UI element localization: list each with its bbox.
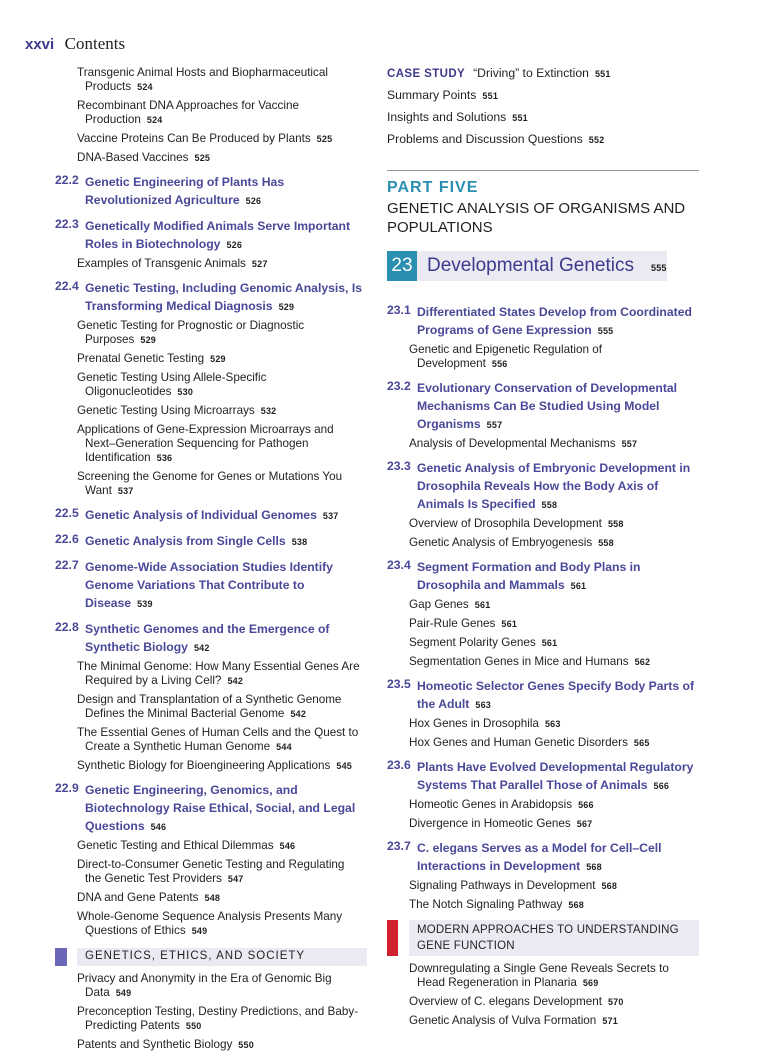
subsection-page: 545 bbox=[336, 761, 353, 771]
subsection-entry[interactable] bbox=[55, 257, 367, 271]
section-entry[interactable] bbox=[387, 459, 699, 513]
subsection-title: Genetic Testing Using Allele-Specific Oligonucleotides bbox=[77, 371, 267, 398]
section-entry[interactable] bbox=[387, 677, 699, 713]
feature-entry-title: Patents and Synthetic Biology bbox=[77, 1038, 233, 1051]
subsection-page: 561 bbox=[474, 600, 491, 610]
modern-approaches-title: MODERN APPROACHES TO UNDERSTANDING GENE FUNCTION bbox=[409, 920, 699, 956]
subsection-page: 536 bbox=[156, 453, 173, 463]
left-column bbox=[55, 66, 367, 1057]
subsection-page: 525 bbox=[316, 134, 333, 144]
section-title: Genetic Analysis from Single Cells bbox=[85, 534, 286, 548]
subsection-page: 524 bbox=[137, 82, 153, 92]
feature-entry-title: Downregulating a Single Gene Reveals Secrets to Head Regeneration in Planaria bbox=[409, 962, 669, 989]
subsection-title: Overview of Drosophila Development bbox=[409, 517, 602, 530]
subsection-page: 568 bbox=[601, 881, 618, 891]
section-number: 22.2 bbox=[55, 173, 79, 187]
section-page: 526 bbox=[245, 196, 262, 206]
subsection-entry[interactable] bbox=[55, 352, 367, 366]
section-entry[interactable] bbox=[55, 781, 367, 835]
subsection-title: Segment Polarity Genes bbox=[409, 636, 536, 649]
subsection-page: 549 bbox=[191, 926, 208, 936]
section-title: Synthetic Genomes and the Emergence of Synthetic Biology bbox=[85, 622, 330, 654]
subsection-page: 537 bbox=[117, 486, 134, 496]
end-matter-entry[interactable] bbox=[387, 110, 699, 126]
subsection-title: DNA-Based Vaccines bbox=[77, 151, 189, 164]
subsection-entry[interactable] bbox=[387, 598, 699, 612]
section-entry[interactable] bbox=[387, 558, 699, 594]
section-title: C. elegans Serves as a Model for Cell–Cell Interactions in Development bbox=[417, 841, 662, 873]
subsection-page: 544 bbox=[276, 742, 292, 752]
subsection-entry[interactable] bbox=[387, 798, 699, 812]
case-study-entry[interactable] bbox=[387, 66, 699, 82]
subsection-entry[interactable] bbox=[387, 717, 699, 731]
section-title: Genome-Wide Association Studies Identify Genome Variations That Contribute to Disease bbox=[85, 560, 333, 610]
case-study-title: “Driving” to Extinction bbox=[473, 66, 589, 80]
end-matter-entry[interactable] bbox=[387, 132, 699, 148]
end-matter-entry[interactable] bbox=[387, 88, 699, 104]
section-number: 22.8 bbox=[55, 620, 79, 634]
subsection-entry[interactable] bbox=[387, 343, 699, 371]
section-number: 23.3 bbox=[387, 459, 411, 473]
subsection-page: 562 bbox=[634, 657, 651, 667]
subsection-page: 556 bbox=[491, 359, 508, 369]
end-matter-title: Problems and Discussion Questions bbox=[387, 132, 583, 146]
subsection-page: 530 bbox=[177, 387, 194, 397]
subsection-page: 561 bbox=[501, 619, 518, 629]
subsection-title: Genetic and Epigenetic Regulation of Development bbox=[409, 343, 602, 370]
subsection-page: 567 bbox=[576, 819, 593, 829]
subsection-entry[interactable] bbox=[55, 858, 367, 886]
subsection-entry[interactable] bbox=[55, 132, 367, 146]
subsection-page: 532 bbox=[260, 406, 277, 416]
feature-box-marker bbox=[55, 948, 67, 966]
chapter-23-entries bbox=[387, 303, 699, 1028]
section-page: 568 bbox=[586, 862, 602, 872]
feature-box-heading bbox=[55, 948, 367, 966]
subsection-title: The Notch Signaling Pathway bbox=[409, 898, 563, 911]
section-page: 563 bbox=[475, 700, 491, 710]
subsection-title: The Minimal Genome: How Many Essential Genes Are Required by a Living Cell? bbox=[77, 660, 360, 687]
section-entry[interactable] bbox=[387, 758, 699, 794]
feature-entry-page: 571 bbox=[602, 1016, 618, 1026]
subsection-title: Recombinant DNA Approaches for Vaccine Production bbox=[77, 99, 299, 126]
subsection-entry[interactable] bbox=[387, 517, 699, 531]
subsection-title: Applications of Gene-Expression Microarrays and Next–Generation Sequencing for Pathogen Identification bbox=[77, 423, 334, 464]
feature-box-entry[interactable] bbox=[55, 972, 367, 1000]
subsection-title: Transgenic Animal Hosts and Biopharmaceutical Products bbox=[77, 66, 328, 93]
section-title: Evolutionary Conservation of Developmental Mechanisms Can Be Studied Using Model Organisms bbox=[417, 381, 678, 431]
section-page: 526 bbox=[226, 240, 243, 250]
subsection-title: Direct-to-Consumer Genetic Testing and Regulating the Genetic Test Providers bbox=[77, 858, 345, 885]
subsection-entry[interactable] bbox=[55, 319, 367, 347]
subsection-entry[interactable] bbox=[387, 898, 699, 912]
feature-box-entry[interactable] bbox=[55, 1038, 367, 1052]
section-page: 537 bbox=[322, 511, 339, 521]
subsection-entry[interactable] bbox=[387, 736, 699, 750]
feature-box-entry[interactable] bbox=[387, 962, 699, 990]
subsection-entry[interactable] bbox=[55, 660, 367, 688]
section-title: Plants Have Evolved Developmental Regulatory Systems That Parallel Those of Animals bbox=[417, 760, 694, 792]
subsection-title: Divergence in Homeotic Genes bbox=[409, 817, 571, 830]
subsection-title: Genetic Testing for Prognostic or Diagnostic Purposes bbox=[77, 319, 305, 346]
section-number: 23.5 bbox=[387, 677, 411, 691]
right-column bbox=[387, 66, 699, 1033]
subsection-entry[interactable] bbox=[55, 693, 367, 721]
subsection-entry[interactable] bbox=[387, 817, 699, 831]
part-title: GENETIC ANALYSIS OF ORGANISMS AND POPULATIONS bbox=[387, 200, 686, 236]
subsection-page: 558 bbox=[607, 519, 624, 529]
section-entry[interactable] bbox=[55, 279, 367, 315]
feature-entry-page: 570 bbox=[607, 997, 624, 1007]
subsection-title: Genetic Testing Using Microarrays bbox=[77, 404, 255, 417]
section-page: 546 bbox=[150, 822, 167, 832]
subsection-title: Homeotic Genes in Arabidopsis bbox=[409, 798, 573, 811]
section-entry[interactable] bbox=[55, 173, 367, 209]
end-matter-page: 552 bbox=[588, 135, 605, 145]
section-entry[interactable] bbox=[55, 620, 367, 656]
section-number: 23.2 bbox=[387, 379, 411, 393]
subsection-entry[interactable] bbox=[387, 437, 699, 451]
subsection-page: 565 bbox=[633, 738, 650, 748]
subsection-page: 527 bbox=[251, 259, 268, 269]
section-title: Segment Formation and Body Plans in Drosophila and Mammals bbox=[417, 560, 641, 592]
subsection-entry[interactable] bbox=[387, 879, 699, 893]
section-number: 23.4 bbox=[387, 558, 411, 572]
subsection-page: 563 bbox=[544, 719, 561, 729]
end-matter-title: Summary Points bbox=[387, 88, 477, 102]
section-title: Genetic Engineering of Plants Has Revolutionized Agriculture bbox=[85, 175, 285, 207]
section-number: 22.3 bbox=[55, 217, 79, 231]
subsection-title: The Essential Genes of Human Cells and the Quest to Create a Synthetic Human Genome bbox=[77, 726, 359, 753]
section-page: 558 bbox=[541, 500, 558, 510]
subsection-entry[interactable] bbox=[55, 404, 367, 418]
subsection-page: 542 bbox=[227, 676, 244, 686]
section-title: Homeotic Selector Genes Specify Body Parts of the Adult bbox=[417, 679, 695, 711]
section-number: 23.1 bbox=[387, 303, 411, 317]
section-page: 542 bbox=[193, 643, 210, 653]
chapter-page: 555 bbox=[651, 263, 667, 273]
subsection-entry[interactable] bbox=[387, 617, 699, 631]
subsection-title: Prenatal Genetic Testing bbox=[77, 352, 205, 365]
subsection-title: Design and Transplantation of a Synthetic Genome Defines the Minimal Bacterial Genome bbox=[77, 693, 342, 720]
subsection-page: 548 bbox=[204, 893, 221, 903]
subsection-title: DNA and Gene Patents bbox=[77, 891, 199, 904]
subsection-title: Vaccine Proteins Can Be Produced by Plants bbox=[77, 132, 311, 145]
subsection-page: 525 bbox=[194, 153, 211, 163]
section-number: 22.9 bbox=[55, 781, 79, 795]
subsection-entry[interactable] bbox=[55, 910, 367, 938]
subsection-entry[interactable] bbox=[55, 891, 367, 905]
subsection-page: 529 bbox=[140, 335, 157, 345]
subsection-entry[interactable] bbox=[387, 636, 699, 650]
subsection-entry[interactable] bbox=[55, 151, 367, 165]
part-label: PART FIVE bbox=[387, 179, 479, 196]
subsection-entry[interactable] bbox=[55, 470, 367, 498]
subsection-page: 561 bbox=[541, 638, 558, 648]
section-number: 23.6 bbox=[387, 758, 411, 772]
chapter-title: Developmental Genetics bbox=[427, 255, 634, 276]
subsection-entry[interactable] bbox=[387, 655, 699, 669]
chapter-number: 23 bbox=[387, 251, 417, 281]
feature-entry-title: Overview of C. elegans Development bbox=[409, 995, 602, 1008]
subsection-title: Genetic Testing and Ethical Dilemmas bbox=[77, 839, 274, 852]
section-entry[interactable] bbox=[55, 532, 367, 550]
subsection-title: Segmentation Genes in Mice and Humans bbox=[409, 655, 629, 668]
case-study-label: CASE STUDY bbox=[387, 68, 466, 80]
feature-entry-page: 550 bbox=[238, 1040, 254, 1050]
subsection-title: Hox Genes and Human Genetic Disorders bbox=[409, 736, 628, 749]
subsection-page: 568 bbox=[568, 900, 584, 910]
section-title: Genetic Engineering, Genomics, and Biotechnology Raise Ethical, Social, and Legal Questions bbox=[85, 783, 356, 833]
case-study-page: 551 bbox=[594, 69, 611, 79]
feature-box-entry[interactable] bbox=[387, 1014, 699, 1028]
subsection-title: Examples of Transgenic Animals bbox=[77, 257, 246, 270]
subsection-page: 558 bbox=[598, 538, 614, 548]
subsection-title: Genetic Analysis of Embryogenesis bbox=[409, 536, 593, 549]
section-entry[interactable] bbox=[387, 839, 699, 875]
section-entry[interactable] bbox=[55, 217, 367, 253]
subsection-entry[interactable] bbox=[55, 423, 367, 465]
subsection-page: 547 bbox=[227, 874, 244, 884]
subsection-entry[interactable] bbox=[55, 726, 367, 754]
feature-box-entry[interactable] bbox=[387, 995, 699, 1009]
section-number: 22.6 bbox=[55, 532, 79, 546]
section-title: Differentiated States Develop from Coordinated Programs of Gene Expression bbox=[417, 305, 692, 337]
subsection-page: 542 bbox=[290, 709, 307, 719]
page-title: Contents bbox=[64, 34, 126, 53]
subsection-title: Signaling Pathways in Development bbox=[409, 879, 596, 892]
section-page: 561 bbox=[570, 581, 587, 591]
section-number: 22.7 bbox=[55, 558, 79, 572]
subsection-entry[interactable] bbox=[55, 99, 367, 127]
feature-entry-page: 549 bbox=[115, 988, 132, 998]
section-entry[interactable] bbox=[55, 558, 367, 612]
subsection-title: Gap Genes bbox=[409, 598, 469, 611]
feature-entry-page: 569 bbox=[582, 978, 599, 988]
subsection-page: 566 bbox=[578, 800, 594, 810]
section-title: Genetically Modified Animals Serve Important Roles in Biotechnology bbox=[85, 219, 351, 251]
end-matter-title: Insights and Solutions bbox=[387, 110, 507, 124]
section-page: 539 bbox=[137, 599, 153, 609]
subsection-title: Hox Genes in Drosophila bbox=[409, 717, 539, 730]
feature-entry-page: 550 bbox=[185, 1021, 202, 1031]
modern-approaches-box bbox=[387, 920, 699, 956]
end-matter-page: 551 bbox=[482, 91, 499, 101]
section-page: 566 bbox=[653, 781, 670, 791]
section-entry[interactable] bbox=[387, 379, 699, 433]
section-title: Genetic Testing, Including Genomic Analysis, Is Transforming Medical Diagnosis bbox=[85, 281, 362, 313]
feature-entry-title: Preconception Testing, Destiny Predictions, and Baby-Predicting Patents bbox=[77, 1005, 359, 1032]
subsection-page: 529 bbox=[210, 354, 226, 364]
end-matter-page: 551 bbox=[512, 113, 528, 123]
feature-entry-title: Genetic Analysis of Vulva Formation bbox=[409, 1014, 597, 1027]
section-number: 22.5 bbox=[55, 506, 79, 520]
subsection-title: Screening the Genome for Genes or Mutations You Want bbox=[77, 470, 343, 497]
subsection-entry[interactable] bbox=[387, 536, 699, 550]
section-number: 22.4 bbox=[55, 279, 79, 293]
section-entry[interactable] bbox=[387, 303, 699, 339]
page-number: xxvi bbox=[25, 36, 55, 53]
chapter-heading[interactable] bbox=[387, 251, 699, 281]
section-title: Genetic Analysis of Individual Genomes bbox=[85, 508, 317, 522]
subsection-entry[interactable] bbox=[55, 371, 367, 399]
section-page: 557 bbox=[486, 420, 503, 430]
subsection-title: Synthetic Biology for Bioengineering Applications bbox=[77, 759, 331, 772]
section-entry[interactable] bbox=[55, 506, 367, 524]
section-page: 538 bbox=[291, 537, 308, 547]
subsection-page: 546 bbox=[279, 841, 296, 851]
modern-approaches-marker bbox=[387, 920, 398, 956]
feature-box-title: GENETICS, ETHICS, AND SOCIETY bbox=[85, 950, 306, 962]
section-number: 23.7 bbox=[387, 839, 411, 853]
subsection-entry[interactable] bbox=[55, 759, 367, 773]
section-page: 529 bbox=[278, 302, 295, 312]
subsection-entry[interactable] bbox=[55, 66, 367, 94]
part-divider bbox=[387, 170, 699, 171]
feature-entry-title: Privacy and Anonymity in the Era of Genomic Big Data bbox=[77, 972, 332, 999]
section-page: 555 bbox=[597, 326, 614, 336]
subsection-title: Analysis of Developmental Mechanisms bbox=[409, 437, 616, 450]
subsection-title: Whole-Genome Sequence Analysis Presents Many Questions of Ethics bbox=[77, 910, 343, 937]
section-title: Genetic Analysis of Embryonic Development in Drosophila Reveals How the Body Axis of Animals Is Specified bbox=[417, 461, 691, 511]
subsection-page: 557 bbox=[621, 439, 638, 449]
subsection-page: 524 bbox=[146, 115, 163, 125]
subsection-title: Pair-Rule Genes bbox=[409, 617, 496, 630]
end-matter-list bbox=[387, 88, 699, 148]
feature-box-entry[interactable] bbox=[55, 1005, 367, 1033]
page-header bbox=[25, 34, 125, 58]
subsection-entry[interactable] bbox=[55, 839, 367, 853]
